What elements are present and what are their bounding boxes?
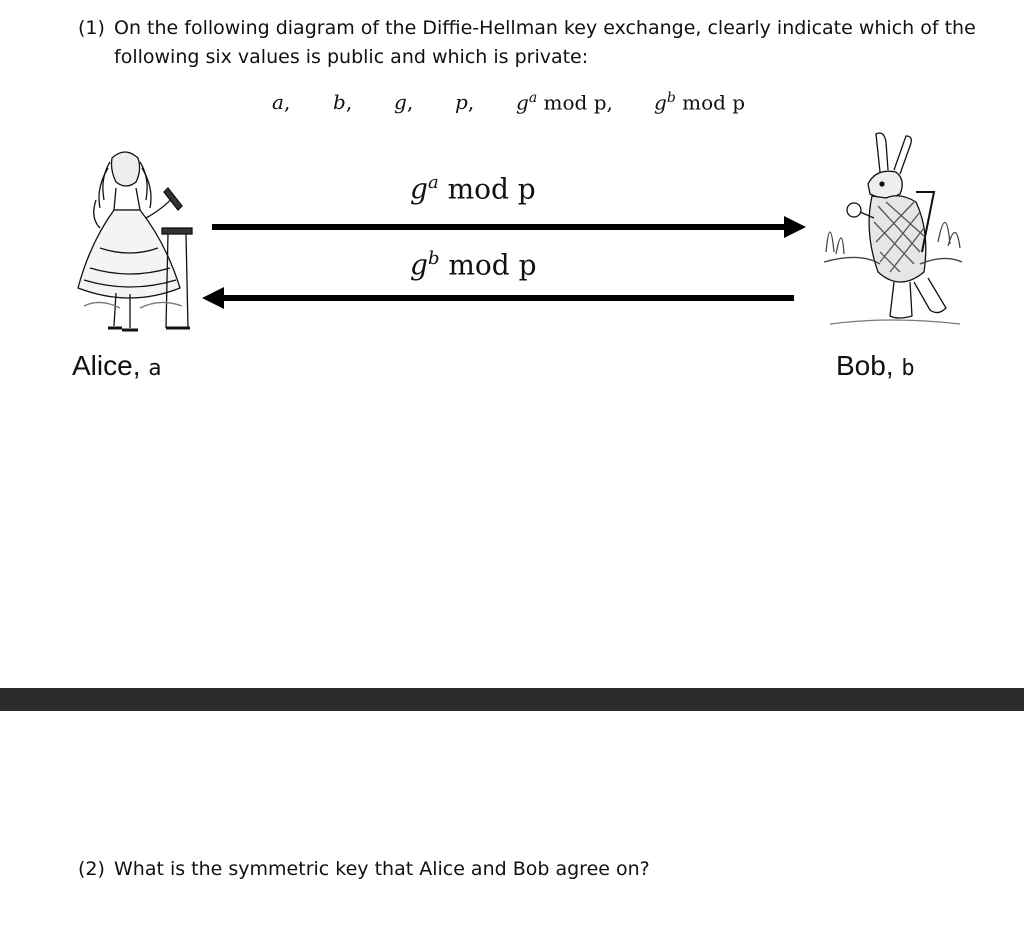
arrowhead-right-icon xyxy=(784,216,806,238)
bob-label: Bob, b xyxy=(836,350,915,381)
arrow-alice-to-bob xyxy=(212,224,790,230)
alice-label: Alice, a xyxy=(72,350,162,381)
value-a: a, xyxy=(272,90,291,114)
value-g: g, xyxy=(394,90,414,114)
bob-illustration xyxy=(820,132,965,337)
alice-illustration xyxy=(70,148,200,348)
question-2-text: What is the symmetric key that Alice and Bob agree on? xyxy=(114,858,650,880)
arrow-bob-to-alice xyxy=(222,295,794,301)
question-1 xyxy=(78,14,978,72)
question-1-line-1: On the following diagram of the Diffie-Hellman key exchange, clearly indicate which of the xyxy=(114,17,976,39)
value-b: b, xyxy=(333,90,353,114)
arrowhead-left-icon xyxy=(202,287,224,309)
message-to-bob: $g^a$ mod p xyxy=(410,172,536,206)
question-2-number: (2) xyxy=(78,858,105,880)
value-g-b-mod-p: $g^b$ mod p xyxy=(654,90,746,115)
question-2 xyxy=(78,855,650,884)
question-1-line-2: following six values is public and which is private: xyxy=(114,46,589,68)
value-p: p, xyxy=(455,90,475,114)
page-divider xyxy=(0,688,1024,711)
question-1-number: (1) xyxy=(78,17,105,39)
value-g-a-mod-p: $g^a$ mod p, xyxy=(516,90,613,115)
message-to-alice: $g^b$ mod p xyxy=(410,248,537,282)
